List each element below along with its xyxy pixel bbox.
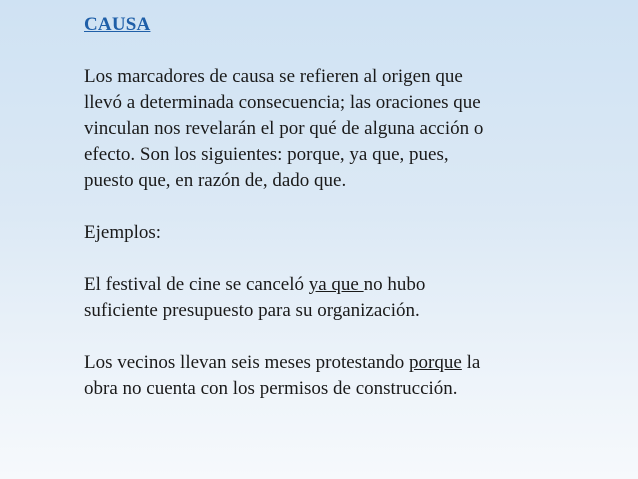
slide-title: CAUSA	[84, 14, 151, 35]
example-2-line-2: obra no cuenta con los permisos de construcción.	[84, 378, 458, 399]
example-2-line-1	[84, 350, 624, 376]
example-text: no hubo	[363, 274, 426, 295]
spacer	[84, 324, 624, 350]
spacer	[84, 194, 624, 220]
example-1-line-2: suficiente presupuesto para su organización.	[84, 300, 420, 321]
definition-line: Los marcadores de causa se refieren al origen que	[84, 66, 463, 87]
spacer	[84, 38, 624, 64]
cause-marker: ya que	[308, 274, 364, 295]
slide-content	[84, 12, 624, 402]
definition-line: efecto. Son los siguientes: porque, ya que, pues,	[84, 144, 449, 165]
cause-marker: porque	[409, 352, 462, 373]
examples-heading: Ejemplos:	[84, 222, 162, 243]
example-1	[84, 272, 624, 324]
definition-line: llevó a determinada consecuencia; las oraciones que	[84, 92, 481, 113]
definition-line: vinculan nos revelarán el por qué de alguna acción o	[84, 118, 484, 139]
example-text: Los vecinos llevan seis meses protestando	[84, 352, 410, 373]
example-2	[84, 350, 624, 402]
example-text: la	[461, 352, 481, 373]
example-text: El festival de cine se canceló	[84, 274, 309, 295]
example-1-line-1	[84, 272, 624, 298]
spacer	[84, 246, 624, 272]
definition-line: puesto que, en razón de, dado que.	[84, 170, 347, 191]
definition-paragraph	[84, 64, 624, 194]
